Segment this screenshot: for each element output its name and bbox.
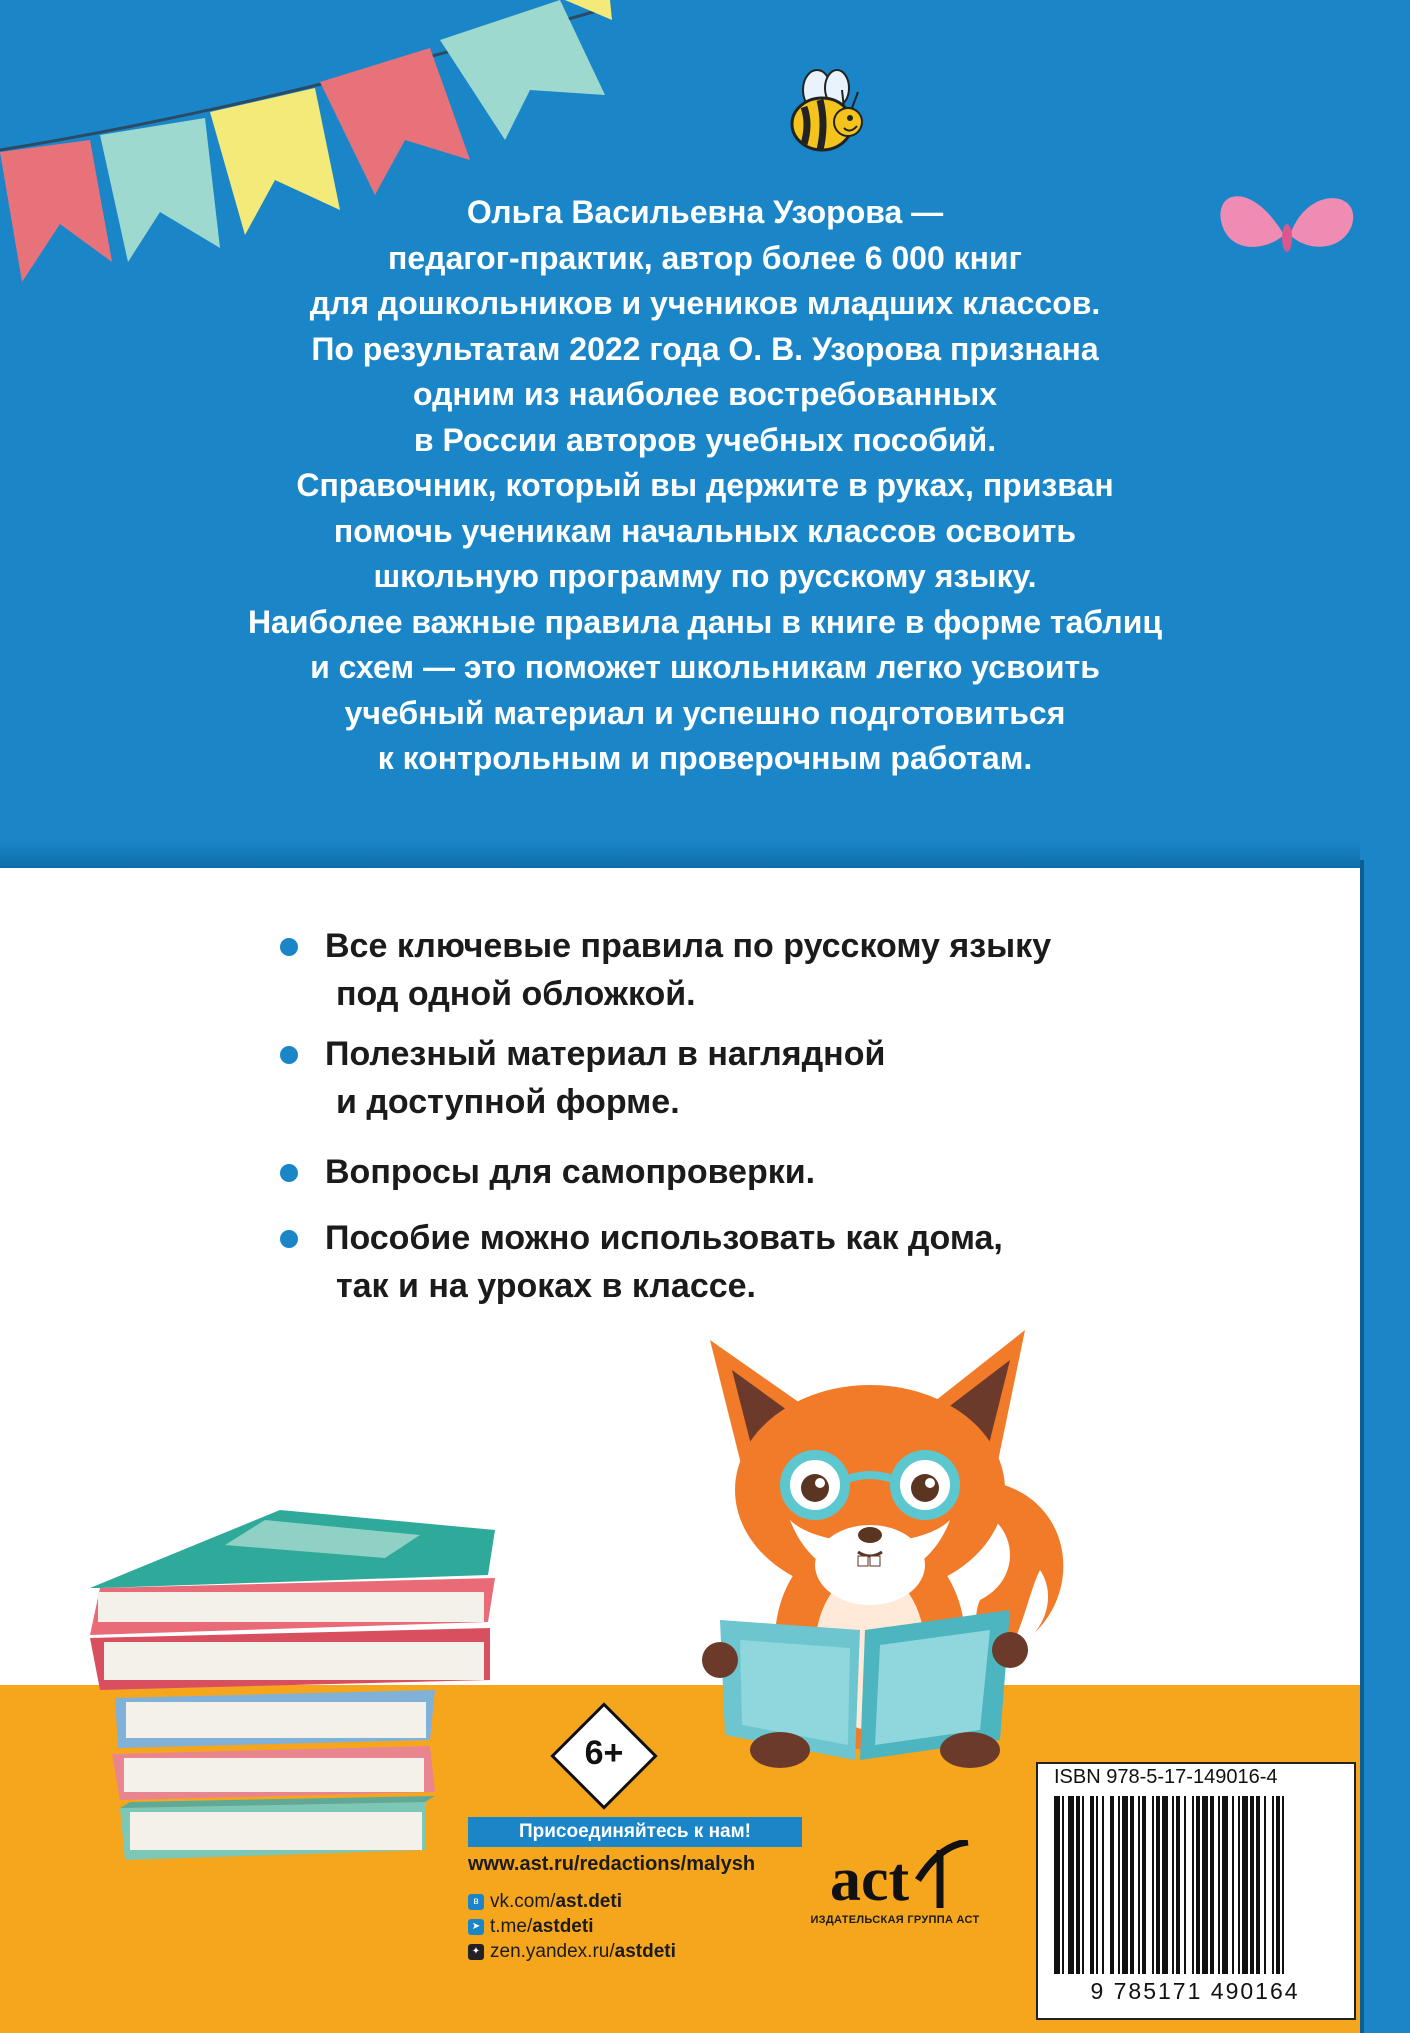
author-line: Ольга Васильевна Узорова — (466, 194, 944, 230)
barcode-bar (1184, 1796, 1186, 1974)
bullet-dot-icon (280, 1230, 298, 1248)
feature-text: так и на уроках в классе. (336, 1267, 757, 1305)
book-stack-illustration (90, 1510, 510, 1890)
barcode-bar (1222, 1796, 1228, 1974)
vk-icon: в (468, 1894, 484, 1910)
barcode-bar (1162, 1796, 1168, 1974)
fox-illustration (680, 1320, 1100, 1770)
social-handle: astdeti (614, 1941, 676, 1962)
author-line: помочь ученикам начальных классов освоить (333, 512, 1077, 549)
barcode-bar (1276, 1796, 1280, 1974)
publisher-caption: ИЗДАТЕЛЬСКАЯ ГРУППА АСТ (810, 1914, 980, 1926)
barcode-bar (1068, 1796, 1074, 1974)
barcode-bar (1122, 1796, 1128, 1974)
barcode-bar (1054, 1796, 1060, 1974)
feature-item (280, 1148, 815, 1196)
barcode-number: 9 785171 490164 (1090, 1978, 1300, 2004)
barcode-bar (1176, 1796, 1180, 1974)
feature-text: Все ключевые правила по русскому языку (325, 927, 1052, 965)
social-prefix: zen.yandex.ru/ (490, 1941, 615, 1962)
feature-text: Вопросы для самопроверки. (325, 1153, 816, 1191)
author-line: в России авторов учебных пособий. (413, 421, 997, 458)
social-prefix: t.me/ (490, 1916, 533, 1937)
author-line: к контрольным и проверочным работам. (377, 740, 1033, 776)
social-link-telegram[interactable] (468, 1915, 593, 1939)
social-link-vk[interactable] (468, 1890, 622, 1914)
age-rating-label: 6+ (584, 1734, 624, 1772)
social-prefix: vk.com/ (490, 1891, 556, 1912)
barcode-bars (1050, 1796, 1340, 1978)
feature-item (280, 922, 1051, 1018)
social-link-zen[interactable] (468, 1940, 676, 1964)
barcode-bar (1264, 1796, 1266, 1974)
barcode-bar (1172, 1796, 1174, 1974)
barcode-bar (1232, 1796, 1234, 1974)
barcode-bar (1282, 1796, 1284, 1974)
barcode-bar (1082, 1796, 1084, 1974)
barcode-bar (1118, 1796, 1120, 1974)
bullet-dot-icon (280, 1046, 298, 1064)
author-line: Справочник, который вы держите в руках, призван (296, 467, 1114, 503)
feature-text: под одной обложкой. (336, 975, 696, 1013)
bullet-dot-icon (280, 938, 298, 956)
publisher-logo-text: act (830, 1846, 910, 1912)
social-handle: astdeti (532, 1916, 594, 1937)
feature-text: Пособие можно использовать как дома, (325, 1219, 1003, 1257)
feature-item (280, 1214, 1003, 1310)
barcode-bar (1192, 1796, 1194, 1974)
cover-spine (1360, 860, 1410, 2033)
barcode-bar (1202, 1796, 1208, 1974)
author-line: одним из наиболее востребованных (412, 376, 998, 412)
barcode-bar (1210, 1796, 1214, 1974)
barcode-bar (1156, 1796, 1160, 1974)
barcode-bar (1196, 1796, 1200, 1974)
barcode-bar (1102, 1796, 1104, 1974)
author-line: школьную программу по русскому языку. (373, 558, 1037, 594)
zen-icon: ✦ (468, 1944, 484, 1960)
feature-text: Полезный материал в наглядной (325, 1035, 886, 1073)
barcode-bar (1250, 1796, 1254, 1974)
barcode-bar (1152, 1796, 1154, 1974)
barcode-bar (1242, 1796, 1248, 1974)
barcode-bar (1218, 1796, 1220, 1974)
author-description (150, 190, 1260, 782)
bullet-dot-icon (280, 1164, 298, 1182)
barcode-bar (1272, 1796, 1274, 1974)
author-line: Наиболее важные правила даны в книге в форме таблиц (247, 603, 1163, 640)
bee-illustration (782, 62, 872, 162)
author-line: По результатам 2022 года О. В. Узорова признана (311, 330, 1099, 367)
barcode-bar (1096, 1796, 1098, 1974)
barcode-bar (1238, 1796, 1240, 1974)
barcode-bar (1090, 1796, 1094, 1974)
barcode-bar (1062, 1796, 1064, 1974)
publisher-website-link[interactable]: www.ast.ru/redactions/malysh (468, 1853, 756, 1875)
telegram-icon: ➤ (468, 1919, 484, 1935)
barcode-bar (1138, 1796, 1140, 1974)
barcode-bar (1076, 1796, 1080, 1974)
barcode-bar (1142, 1796, 1146, 1974)
author-line: учебный материал и успешно подготовиться (344, 694, 1066, 731)
join-us-banner: Присоединяйтесь к нам! (468, 1817, 802, 1847)
barcode-bar (1130, 1796, 1134, 1974)
social-handle: ast.deti (555, 1891, 622, 1912)
isbn-label: ISBN 978-5-17-149016-4 (1054, 1766, 1278, 1788)
feature-text: и доступной форме. (336, 1083, 680, 1121)
barcode-bar (1256, 1796, 1260, 1974)
author-line: педагог-практик, автор более 6 000 книг (388, 239, 1022, 276)
publisher-logo (800, 1840, 1000, 1912)
feature-item (280, 1030, 885, 1126)
author-line: для дошкольников и учеников младших классов. (309, 285, 1101, 321)
author-line: и схем — это поможет школьникам легко усвоить (310, 649, 1100, 685)
barcode-bar (1110, 1796, 1114, 1974)
